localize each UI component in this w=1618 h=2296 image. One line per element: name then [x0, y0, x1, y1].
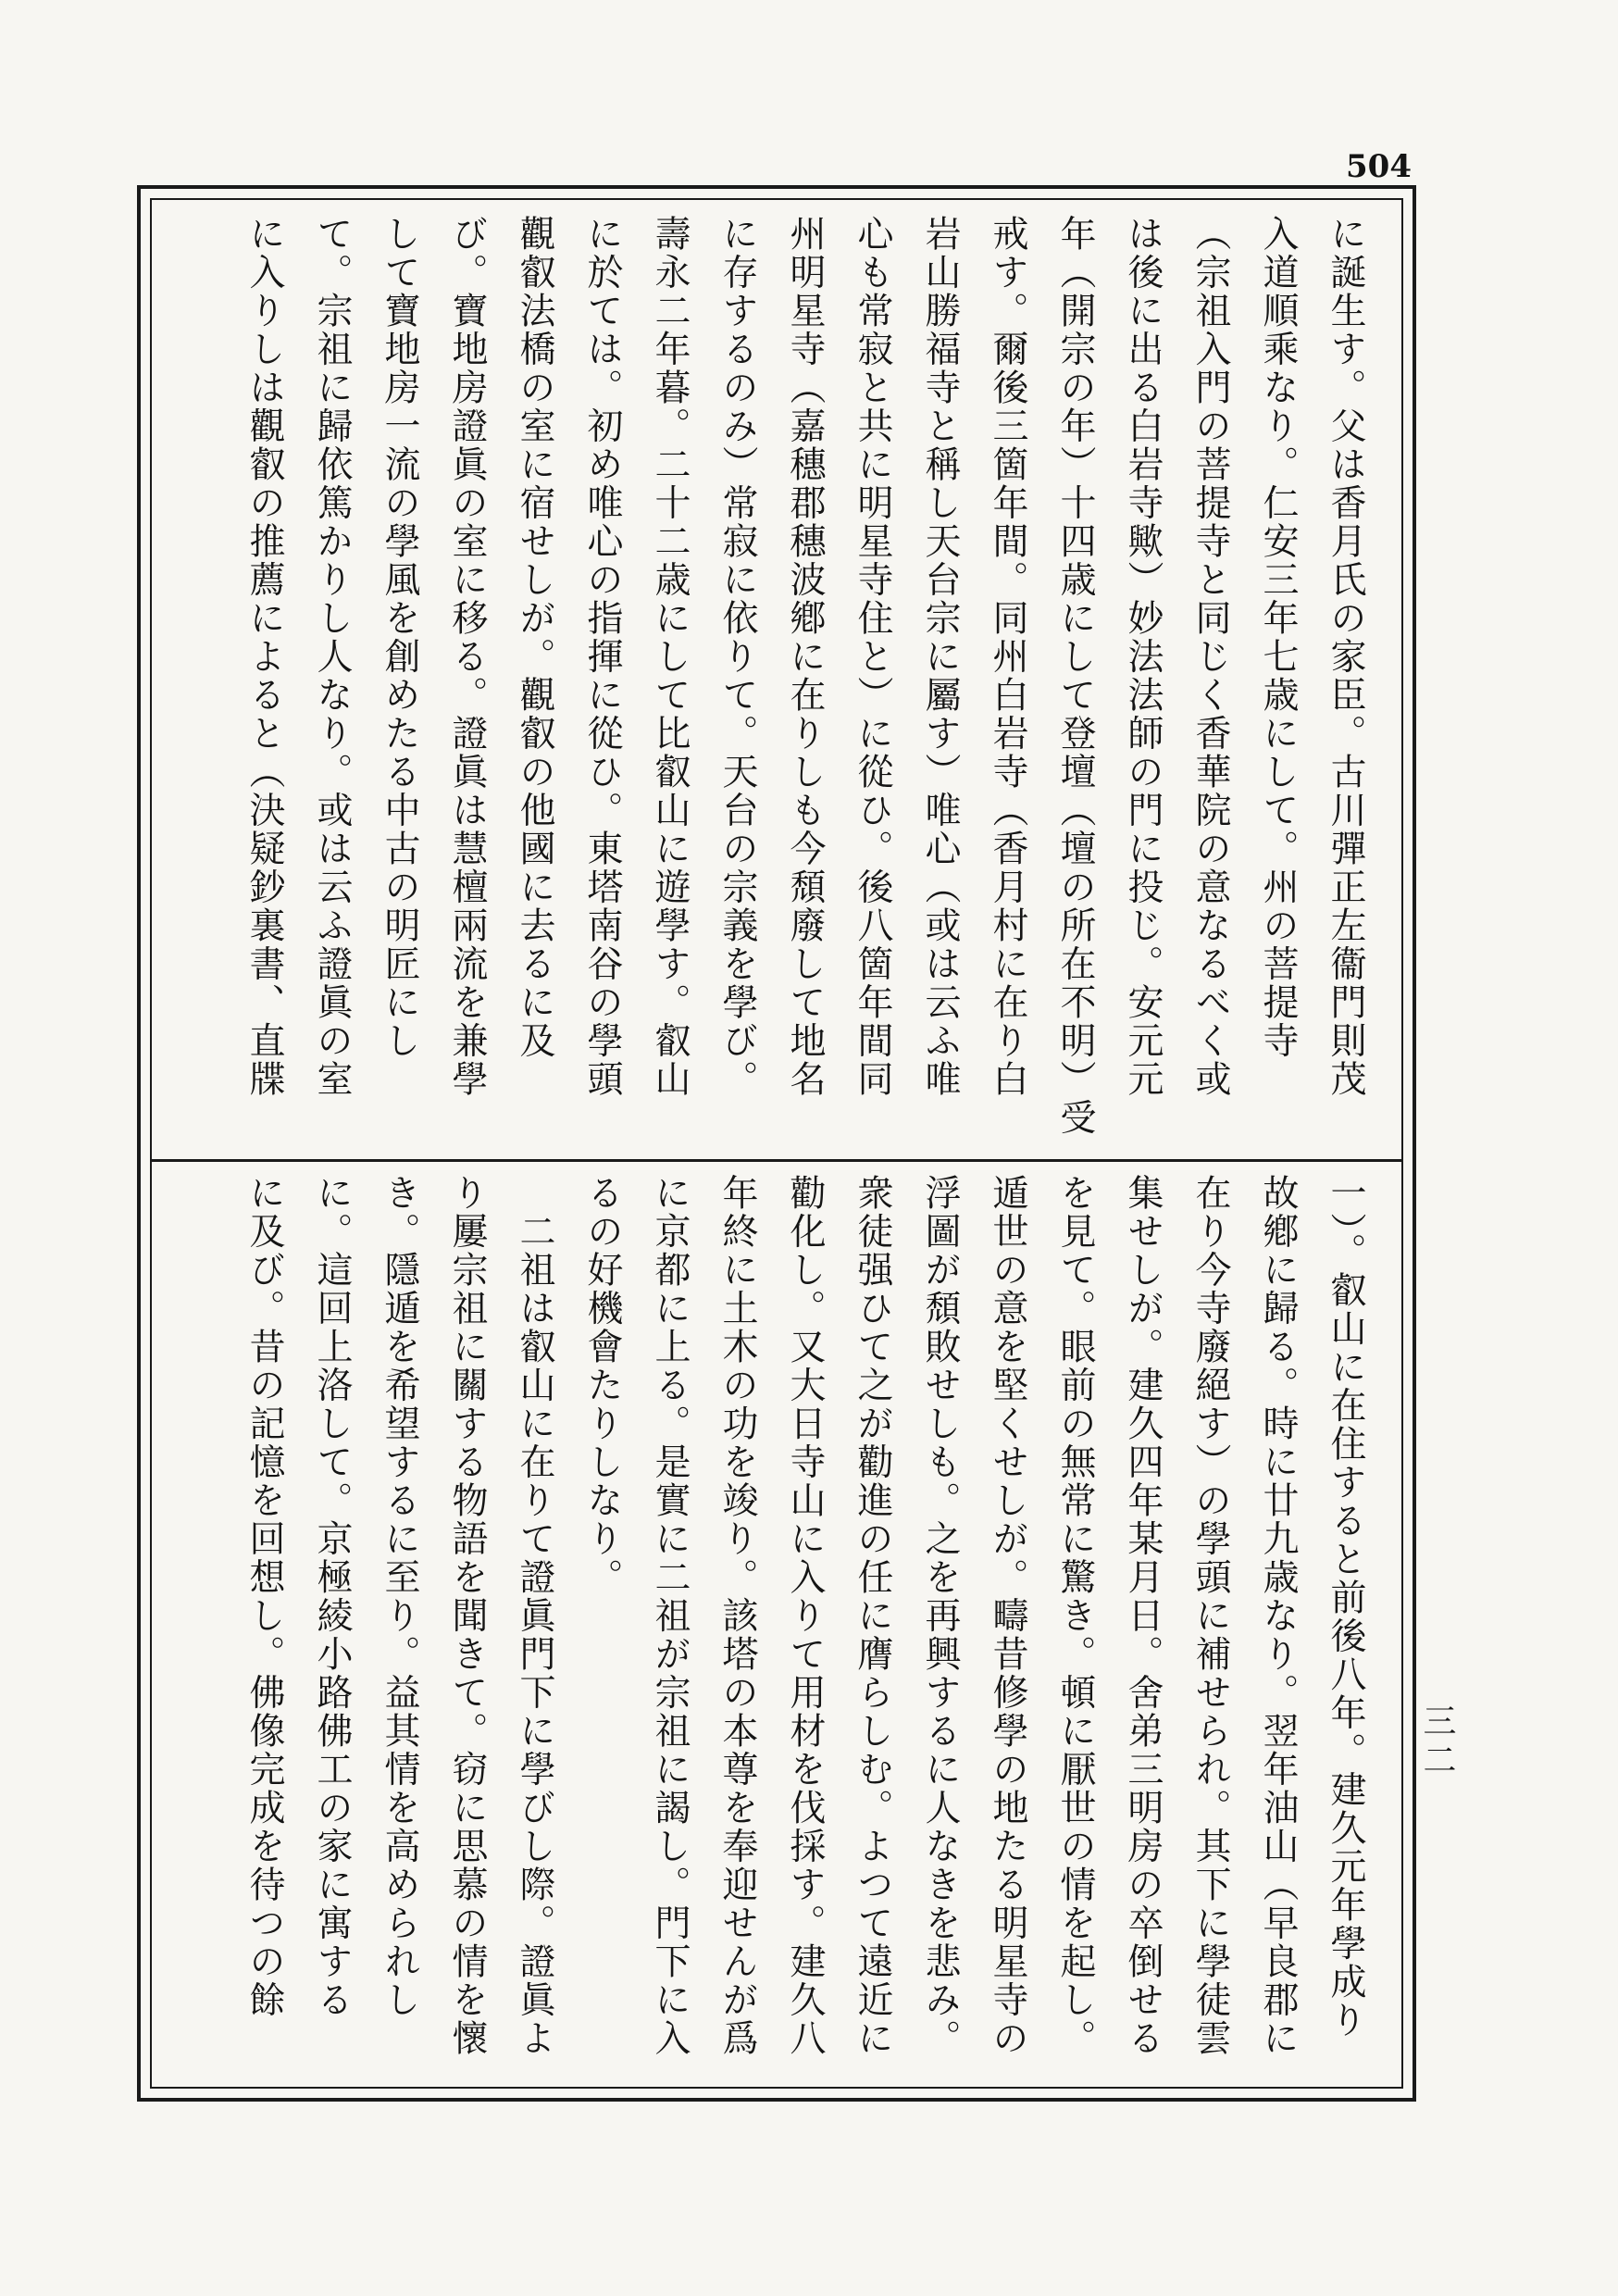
text-column: るの好機會たりしなり。: [581, 1174, 623, 1597]
text-column: に存するのみ）常寂に依りて。天台の宗義を學び。: [716, 215, 758, 1099]
top-text-section: [176, 215, 1379, 1142]
text-column: 壽永二年暮。二十二歳にして比叡山に遊學す。叡山: [649, 215, 691, 1099]
text-column: り屢宗祖に關する物語を聞きて。窃に思慕の情を懷: [446, 1174, 488, 2058]
text-column: に及び。昔の記憶を回想し。佛像完成を待つの餘: [243, 1174, 285, 2019]
side-page-number: 三二: [1418, 1703, 1456, 1781]
text-column: 在り今寺廢絕す）の學頭に補せられ。其下に學徒雲: [1189, 1174, 1231, 2058]
text-column: 集せしが。建久四年某月日。舍弟三明房の卒倒せる: [1122, 1174, 1164, 2058]
section-divider: [150, 1159, 1403, 1162]
text-column: き。隱遁を希望するに至り。益其情を高められし: [379, 1174, 420, 2019]
text-column: は後に出る白岩寺歟）妙法法師の門に投じ。安元元: [1122, 215, 1164, 1099]
text-column: 衆徒强ひて之が勸進の任に膺らしむ。よつて遠近に: [852, 1174, 893, 2058]
text-column: を見て。眼前の無常に驚き。頓に厭世の情を起し。: [1054, 1174, 1096, 2058]
text-column: 遁世の意を堅くせしが。疇昔修學の地たる明星寺の: [987, 1174, 1028, 2058]
text-column: に誕生す。父は香月氏の家臣。古川彈正左衞門則茂: [1325, 215, 1366, 1099]
text-column: 州明星寺（嘉穗郡穗波鄕に在りしも今頹廢して地名: [784, 215, 826, 1099]
text-column: 年終に土木の功を竣り。該塔の本尊を奉迎せんが爲: [716, 1174, 758, 2058]
text-column: 二祖は叡山に在りて證眞門下に學びし際。證眞よ: [514, 1174, 555, 2058]
text-column: に於ては。初め唯心の指揮に從ひ。東塔南谷の學頭: [581, 215, 623, 1099]
text-column: 戒す。爾後三箇年間。同州白岩寺（香月村に在り白: [987, 215, 1028, 1099]
text-column: 觀叡法橋の室に宿せしが。觀叡の他國に去るに及: [514, 215, 555, 1060]
text-column: （宗祖入門の菩提寺と同じく香華院の意なるべく或: [1189, 215, 1231, 1099]
text-column: び。寶地房證眞の室に移る。證眞は慧檀兩流を兼學: [446, 215, 488, 1099]
text-column: て。宗祖に歸依篤かりし人なり。或は云ふ證眞の室: [311, 215, 353, 1099]
page-number: 504: [1346, 148, 1412, 185]
text-column: に京都に上る。是實に二祖が宗祖に謁し。門下に入: [649, 1174, 691, 2058]
text-column: 年（開宗の年）十四歳にして登壇（壇の所在不明）受: [1054, 215, 1096, 1137]
text-column: に入りしは觀叡の推薦によると（決疑鈔裏書、直牒: [243, 215, 285, 1099]
text-column: 一）。叡山に在住すると前後八年。建久元年學成り: [1325, 1174, 1366, 2040]
text-column: 勸化し。又大日寺山に入りて用材を伐採す。建久八: [784, 1174, 826, 2058]
text-column: して寶地房一流の學風を創めたる中古の明匠にし: [379, 215, 420, 1060]
text-column: 故鄕に歸る。時に廿九歳なり。翌年油山（早良郡に: [1257, 1174, 1299, 2058]
text-column: 岩山勝福寺と稱し天台宗に屬す）唯心（或は云ふ唯: [919, 215, 961, 1099]
bottom-text-section: [176, 1174, 1379, 2065]
text-column: に。這回上洛して。京極綾小路佛工の家に寓する: [311, 1174, 353, 2019]
text-column: 心も常寂と共に明星寺住と）に從ひ。後八箇年間同: [852, 215, 893, 1099]
text-column: 浮圖が頹敗せしも。之を再興するに人なきを悲み。: [919, 1174, 961, 2058]
text-column: 入道順乘なり。仁安三年七歳にして。州の菩提寺: [1257, 215, 1299, 1060]
